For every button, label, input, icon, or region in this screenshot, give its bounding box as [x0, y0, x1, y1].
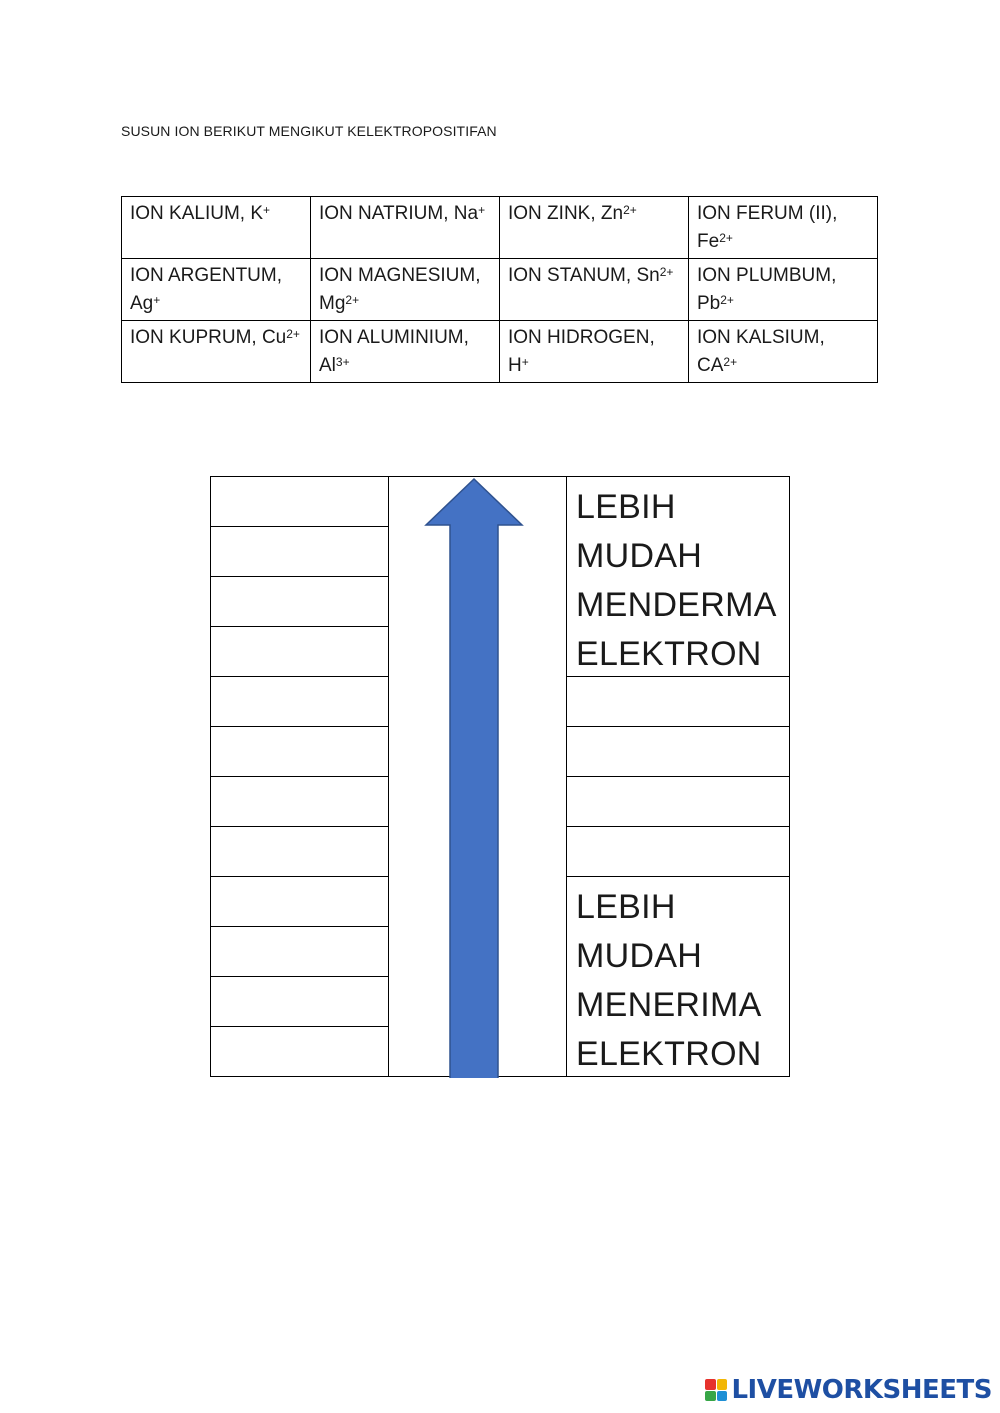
- ion-name: ION PLUMBUM,: [697, 265, 837, 286]
- arrow-column: [388, 476, 567, 1077]
- direction-labels: [566, 476, 790, 1077]
- ion-cell[interactable]: [311, 259, 500, 321]
- answer-slot[interactable]: [211, 727, 388, 777]
- ion-symbol-base: Na: [453, 203, 479, 224]
- ion-charge: 2+: [659, 265, 674, 279]
- ion-name: ION ALUMINIUM,: [319, 327, 469, 348]
- ion-charge: +: [153, 293, 161, 307]
- ion-cell[interactable]: [500, 197, 689, 259]
- ion-symbol-base: CA: [697, 355, 724, 376]
- ion-symbol: [319, 355, 350, 376]
- answer-slot[interactable]: [211, 627, 388, 677]
- logo-tile: [717, 1391, 728, 1402]
- ion-table-row: [122, 321, 878, 383]
- answer-slot[interactable]: [211, 1027, 388, 1077]
- answer-slot[interactable]: [211, 927, 388, 977]
- ion-cell[interactable]: [122, 197, 311, 259]
- ion-name: ION FERUM (II),: [697, 203, 838, 224]
- answer-slot[interactable]: [211, 977, 388, 1027]
- ion-cell[interactable]: [311, 321, 500, 383]
- ion-symbol-base: Ag: [130, 293, 154, 314]
- ion-symbol-base: K: [250, 203, 264, 224]
- ion-name: ION ARGENTUM,: [130, 265, 283, 286]
- ion-cell[interactable]: [122, 321, 311, 383]
- ion-table-row: [122, 259, 878, 321]
- logo-tile: [717, 1379, 728, 1390]
- ion-name: ION KUPRUM,: [130, 327, 262, 348]
- spacer-row: [567, 727, 789, 777]
- ion-symbol: [262, 327, 300, 348]
- ion-name: ION STANUM,: [508, 265, 637, 286]
- ion-charge: 3+: [335, 355, 350, 369]
- ion-symbol: [697, 355, 737, 376]
- ion-name: ION KALSIUM,: [697, 327, 825, 348]
- ion-cell[interactable]: [689, 321, 878, 383]
- ion-charge: +: [263, 203, 271, 217]
- ion-charge: 2+: [723, 355, 738, 369]
- ion-symbol-base: Sn: [636, 265, 660, 286]
- logo-tile: [705, 1391, 716, 1402]
- ion-cell[interactable]: [500, 259, 689, 321]
- up-arrow-icon: [388, 477, 567, 1078]
- ion-cell[interactable]: [689, 259, 878, 321]
- ion-symbol: [250, 203, 270, 224]
- ion-symbol: [508, 355, 529, 376]
- answer-slot[interactable]: [211, 477, 388, 527]
- ion-charge: 2+: [623, 203, 637, 217]
- ion-symbol-base: Fe: [697, 231, 720, 252]
- ion-symbol-base: Cu: [261, 327, 287, 348]
- brand-logo: [705, 1375, 992, 1405]
- ion-name: ION HIDROGEN,: [508, 327, 655, 348]
- label-accept-electrons: LEBIH MUDAH MENERIMA ELEKTRON: [576, 888, 762, 1073]
- answer-slot[interactable]: [211, 527, 388, 577]
- spacer-row: [567, 677, 789, 727]
- liveworksheets-icon: [705, 1379, 727, 1401]
- ion-symbol: [636, 265, 673, 286]
- ion-symbol-base: H: [508, 355, 522, 376]
- ion-table: [121, 196, 878, 383]
- ion-charge: 2+: [720, 293, 734, 307]
- ion-name: ION ZINK,: [508, 203, 601, 224]
- ion-cell[interactable]: [122, 259, 311, 321]
- answer-slots: [210, 476, 389, 1077]
- ion-cell[interactable]: [311, 197, 500, 259]
- ion-symbol-base: Al: [319, 355, 336, 376]
- ion-charge: 2+: [345, 293, 360, 307]
- ion-symbol-base: Pb: [697, 293, 721, 314]
- ion-cell[interactable]: [500, 321, 689, 383]
- answer-slot[interactable]: [211, 877, 388, 927]
- ion-symbol: [454, 203, 485, 224]
- ion-symbol-base: Mg: [319, 293, 346, 314]
- ion-cell[interactable]: [689, 197, 878, 259]
- ion-symbol: [697, 231, 733, 252]
- ion-charge: +: [478, 203, 486, 217]
- ion-table-row: [122, 197, 878, 259]
- answer-slot[interactable]: [211, 577, 388, 627]
- ion-symbol: [130, 293, 160, 314]
- instruction-text: SUSUN ION BERIKUT MENGIKUT KELEKTROPOSITIFAN: [121, 123, 497, 139]
- ion-symbol-base: Zn: [600, 203, 624, 224]
- ion-symbol: [601, 203, 637, 224]
- spacer-row: [567, 777, 789, 827]
- answer-slot[interactable]: [211, 677, 388, 727]
- brand-text: LIVEWORKSHEETS: [731, 1375, 992, 1405]
- ion-charge: 2+: [719, 231, 733, 245]
- ion-charge: 2+: [286, 327, 300, 341]
- ion-symbol: [697, 293, 734, 314]
- answer-slot[interactable]: [211, 777, 388, 827]
- label-donate-electrons: LEBIH MUDAH MENDERMA ELEKTRON: [567, 477, 789, 677]
- spacer-row: [567, 827, 789, 877]
- ion-name: ION KALIUM,: [130, 203, 251, 224]
- ion-charge: +: [521, 355, 529, 369]
- ion-name: ION MAGNESIUM,: [319, 265, 481, 286]
- ordering-ladder: [210, 476, 790, 1077]
- logo-tile: [705, 1379, 716, 1390]
- ion-symbol: [319, 293, 359, 314]
- ion-name: ION NATRIUM,: [319, 203, 454, 224]
- answer-slot[interactable]: [211, 827, 388, 877]
